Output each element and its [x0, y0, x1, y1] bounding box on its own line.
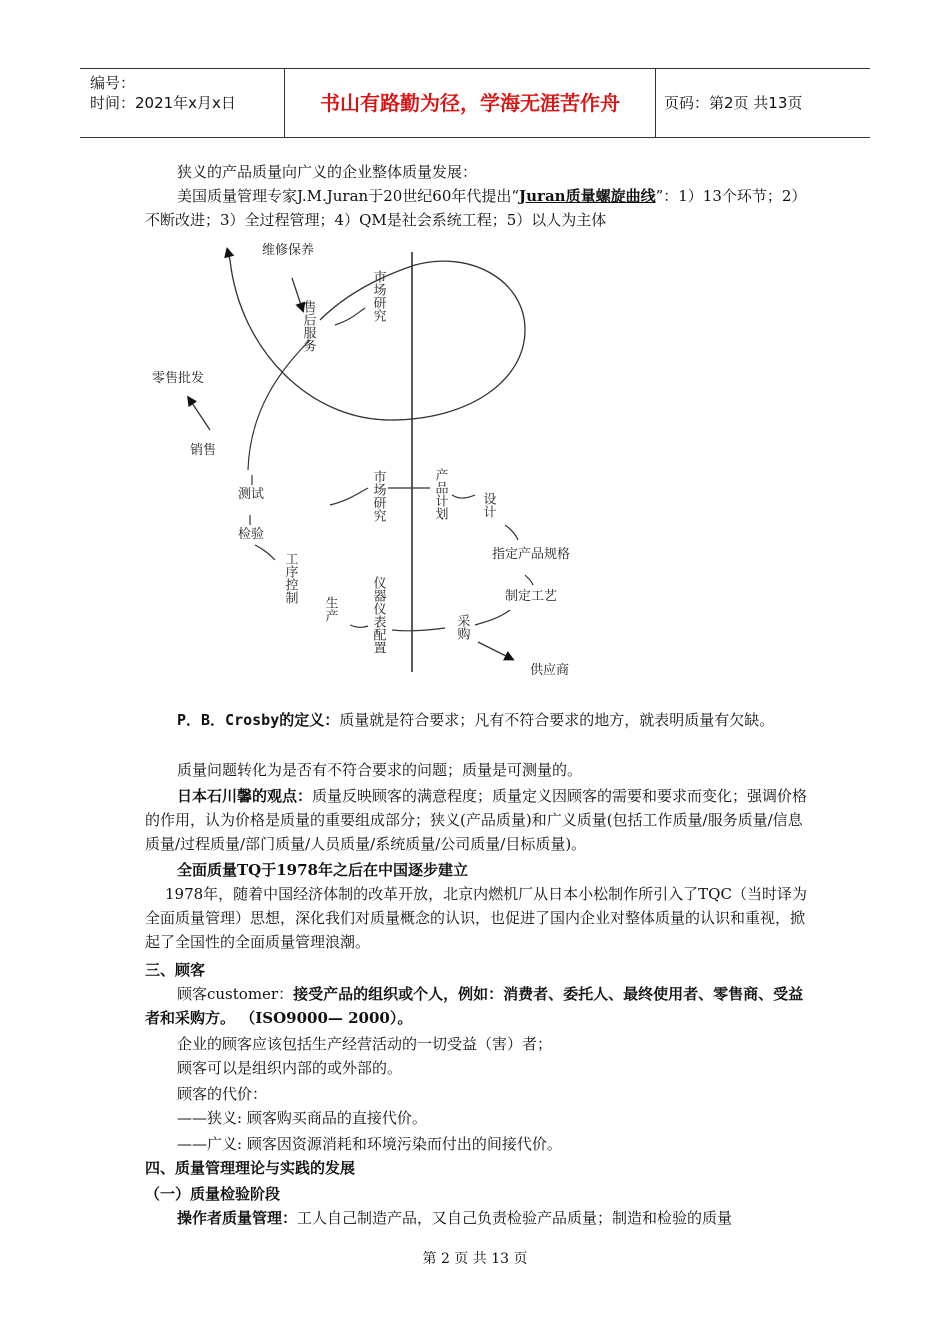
header-motto: 书山有路勤为径，学海无涯苦作舟 — [284, 69, 656, 137]
customer-5: ——广义: 顾客因资源消耗和环境污染而付出的间接代价。 — [177, 1135, 562, 1153]
tq-title: 全面质量TQ于1978年之后在中国逐步建立 — [177, 861, 468, 879]
customer-term: 顾客customer： — [177, 985, 294, 1003]
crosby-2: 质量问题转化为是否有不符合要求的问题；质量是可测量的。 — [177, 761, 583, 779]
label-product-plan: 产品计划 — [432, 468, 448, 520]
date-label: 时间：2021年x月x日 — [90, 94, 236, 112]
label-purchase: 采购 — [454, 614, 470, 640]
customer-def — [145, 982, 810, 1030]
label-market-research-mid: 市场研究 — [370, 470, 386, 522]
label-after-sales: 售后服务 — [300, 300, 316, 352]
label-retail: 零售批发 — [152, 371, 205, 386]
page-header — [80, 68, 870, 138]
intro-text-a: 美国质量管理专家J.M.Juran于20世纪60年代提出“ — [177, 187, 520, 205]
customer-3: 顾客的代价： — [177, 1085, 268, 1103]
page-footer: 第 2 页 共 13 页 — [422, 1251, 528, 1267]
spiral-arrow — [228, 252, 230, 260]
juran-term: Juran质量螺旋曲线 — [519, 187, 656, 205]
ishikawa-title: 日本石川馨的观点： — [177, 787, 313, 805]
curve-down — [248, 340, 310, 470]
label-production: 生产 — [322, 596, 338, 622]
crosby-para — [145, 708, 810, 732]
label-market-research-top: 市场研究 — [370, 270, 386, 322]
label-maintenance: 维修保养 — [262, 243, 315, 258]
label-instrument: 仪器仪表配置 — [370, 576, 386, 654]
label-design: 设计 — [480, 492, 496, 518]
ishikawa-text: 质量反映顾客的满意程度；质量定义因顾客的需要和要求而变化；强调价格的作用，认为价格是质量的重要组成部分；狭义(产品质量)和广义质量(包括工作质量/服务质量/信息质量/过程质量/部门质量/人员质量/系统质量/公司质量/目标质量)。 — [145, 787, 808, 853]
customer-1: 企业的顾客应该包括生产经营活动的一切受益（害）者； — [177, 1035, 553, 1053]
customer-text: 接受产品的组织或个人，例如：消费者、委托人、最终使用者、零售商、受益者和采购方。 （ISO9000— 2000）。 — [145, 985, 804, 1027]
juran-spiral-diagram — [140, 230, 600, 690]
intro-line2 — [145, 184, 810, 232]
ishikawa-para — [145, 784, 810, 856]
subsection1-heading: （一）质量检验阶段 — [145, 1185, 281, 1203]
customer-4: ——狭义: 顾客购买商品的直接代价。 — [177, 1109, 427, 1127]
header-page-label: 页码：第2页 共13页 — [664, 94, 803, 112]
intro-text-c: ”：1）13个环节；2）不断改进；3）全过程管理；4）QM是社会系统工程；5）以人为主体 — [145, 187, 807, 229]
label-testing: 测试 — [238, 487, 265, 502]
operator-title: 操作者质量管理： — [177, 1209, 298, 1227]
label-craft: 制定工艺 — [505, 589, 558, 604]
number-label: 编号： — [90, 74, 136, 92]
label-spec: 指定产品规格 — [492, 547, 571, 562]
operator-text: 工人自己制造产品，又自己负责检验产品质量；制造和检验的质量 — [297, 1209, 733, 1227]
intro-line1: 狭义的产品质量向广义的企业整体质量发展： — [177, 163, 478, 181]
header-meta — [80, 69, 284, 137]
label-sales: 销售 — [190, 443, 217, 458]
customer-2: 顾客可以是组织内部的或外部的。 — [177, 1059, 403, 1077]
section3-heading: 三、顾客 — [145, 961, 206, 979]
section4-heading: 四、质量管理理论与实践的发展 — [145, 1159, 356, 1177]
label-supplier: 供应商 — [530, 663, 570, 678]
tq-text: 1978年，随着中国经济体制的改革开放，北京内燃机厂从日本小松制作所引入了TQC（当时译为全面质量管理）思想，深化我们对质量概念的认识，也促进了国内企业对整体质量的认识和重视，掀起了全国性的全面质量管理浪潮。 — [145, 885, 807, 951]
label-inspection: 检验 — [238, 527, 265, 542]
crosby-text: 质量就是符合要求；凡有不符合要求的地方，就表明质量有欠缺。 — [339, 711, 775, 729]
crosby-title: P．B．Crosby的定义： — [177, 711, 340, 729]
label-process-control: 工序控制 — [282, 552, 298, 604]
operator-para — [145, 1206, 810, 1230]
